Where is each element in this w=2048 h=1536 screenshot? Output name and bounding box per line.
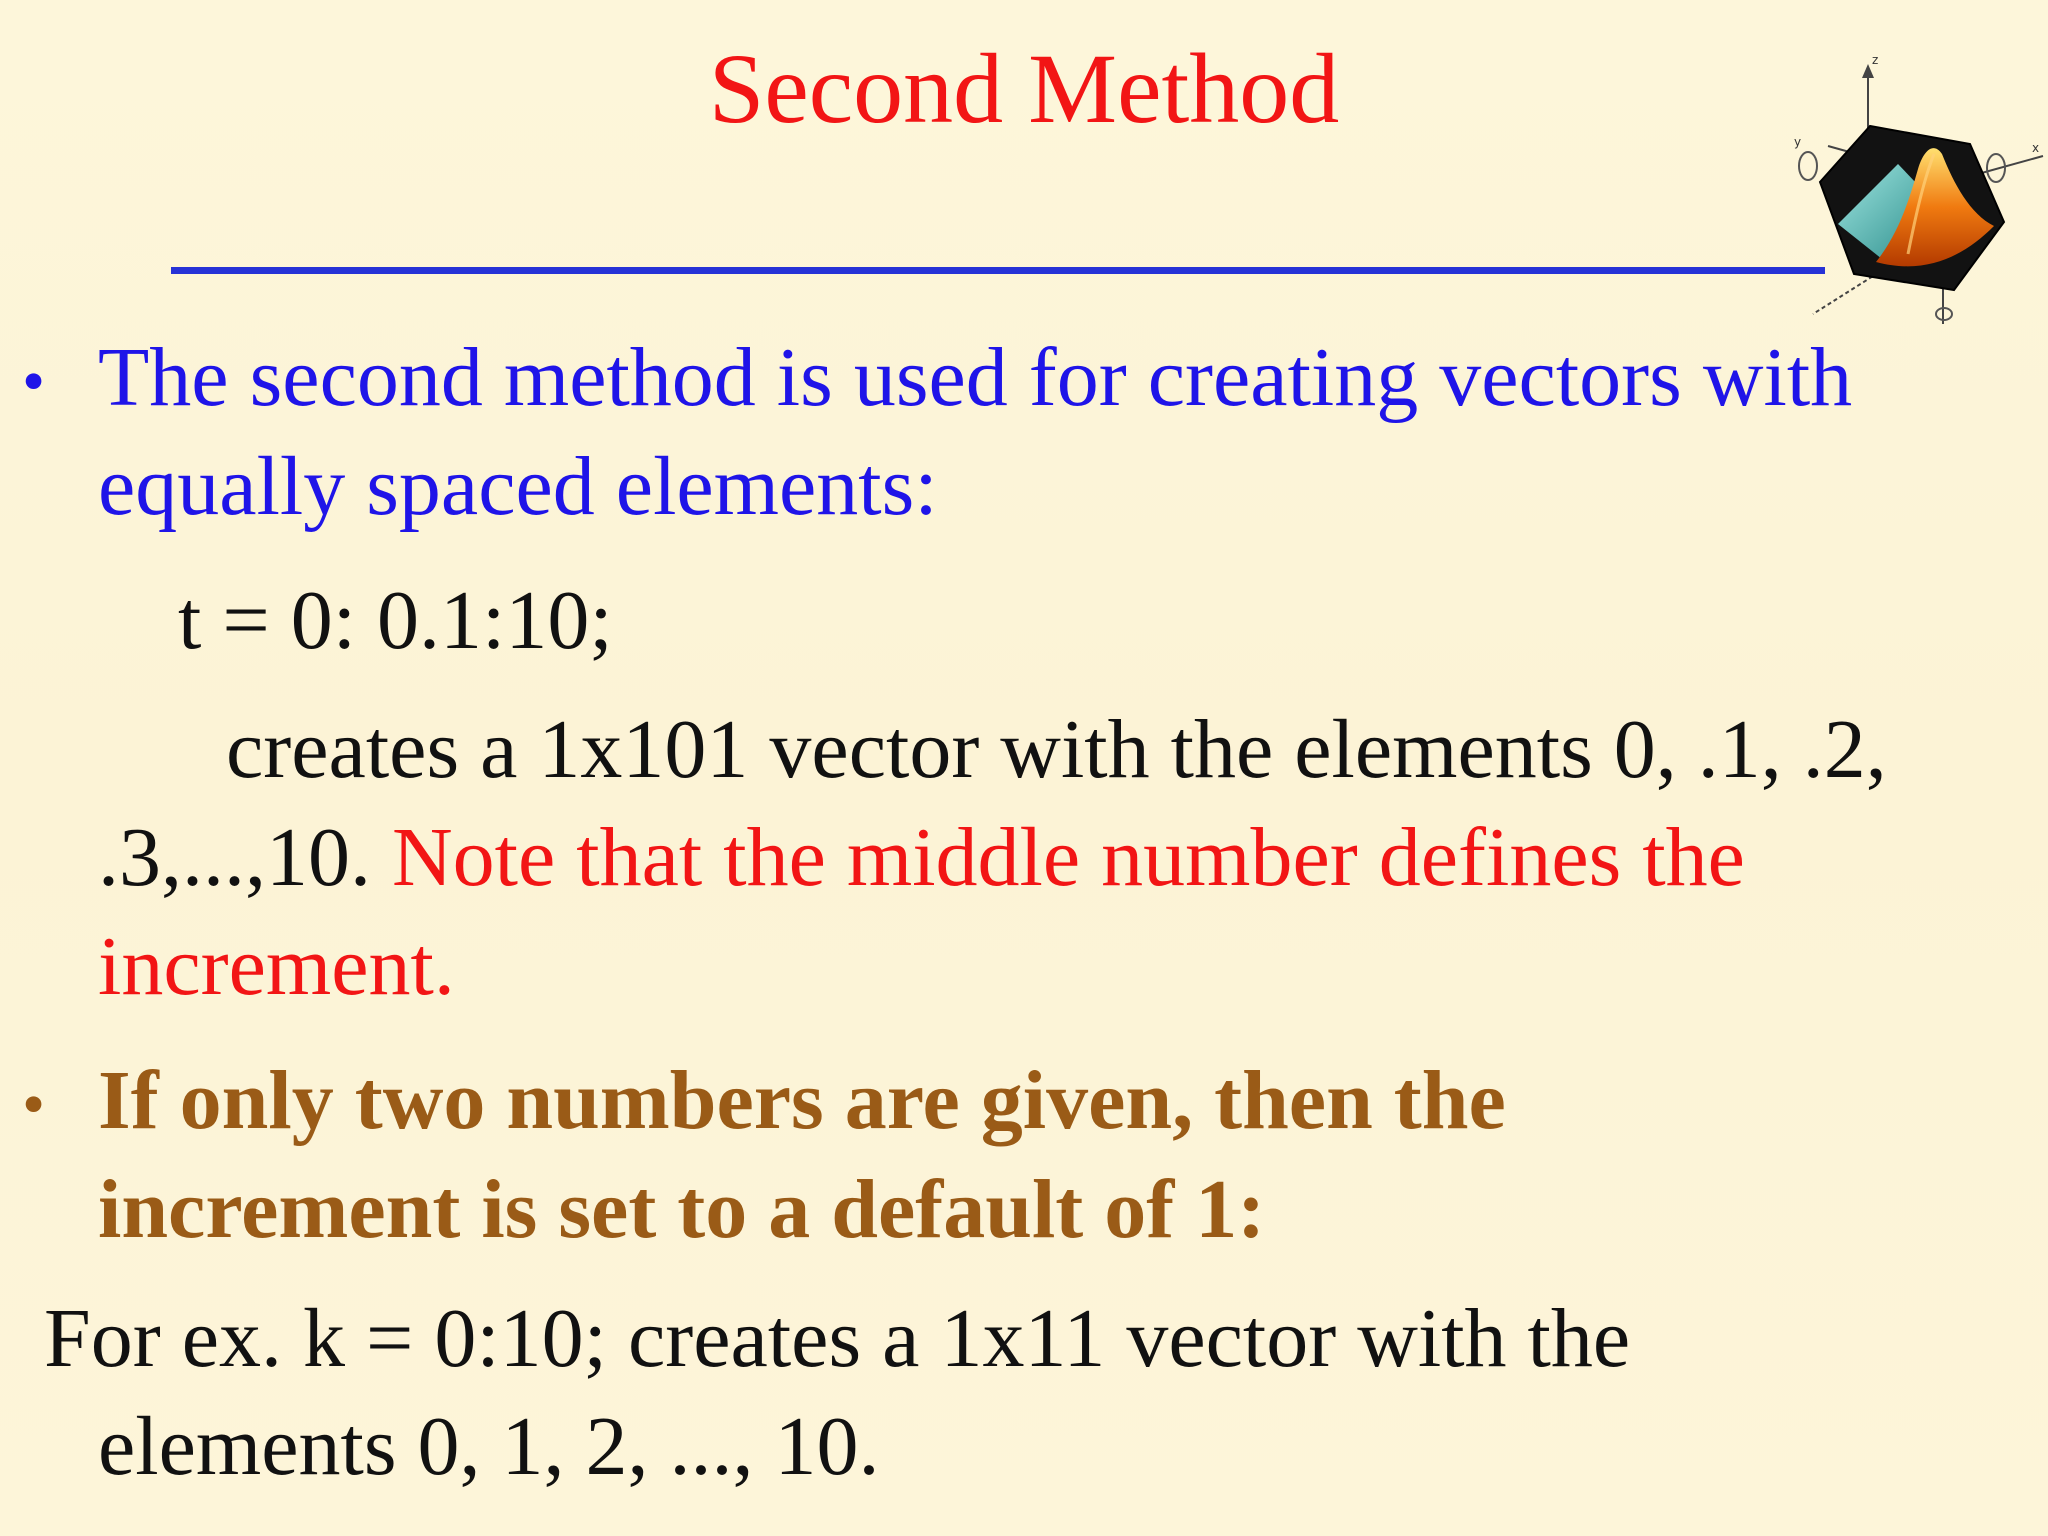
bullet-marker: • — [22, 345, 46, 418]
example-line-1: For ex. k = 0:10; creates a 1x11 vector with the — [44, 1292, 1631, 1385]
explanation-line-3: increment. — [98, 920, 455, 1013]
x-axis-letter: x — [2032, 141, 2040, 155]
code-example: t = 0: 0.1:10; — [178, 574, 613, 667]
example-line-2: elements 0, 1, 2, ..., 10. — [98, 1400, 880, 1493]
increment-note: Note that the middle number defines the — [392, 811, 1745, 904]
bullet-marker: • — [22, 1068, 46, 1141]
slide-title: Second Method — [708, 33, 1340, 144]
explanation-line-2 — [98, 803, 1745, 912]
bullet-2-text — [98, 1046, 1506, 1264]
y-axis-letter: y — [1794, 135, 1802, 149]
matlab-membrane-logo-icon — [1758, 54, 2048, 344]
bullet-2-line-2: increment is set to a default of 1: — [98, 1163, 1266, 1256]
z-axis-letter: z — [1872, 54, 1879, 67]
bullet-2-line-1: If only two numbers are given, then the — [98, 1054, 1506, 1147]
title-underline — [171, 267, 1825, 274]
bullet-1-line-1: The second method is used for creating vectors with — [98, 331, 1853, 424]
bullet-1-line-2: equally spaced elements: — [98, 440, 938, 533]
bullet-1-text — [98, 323, 1852, 541]
explanation-line-1: creates a 1x101 vector with the elements 0, .1, .2, — [226, 703, 1887, 796]
explanation-values: .3,...,10. — [98, 811, 392, 904]
